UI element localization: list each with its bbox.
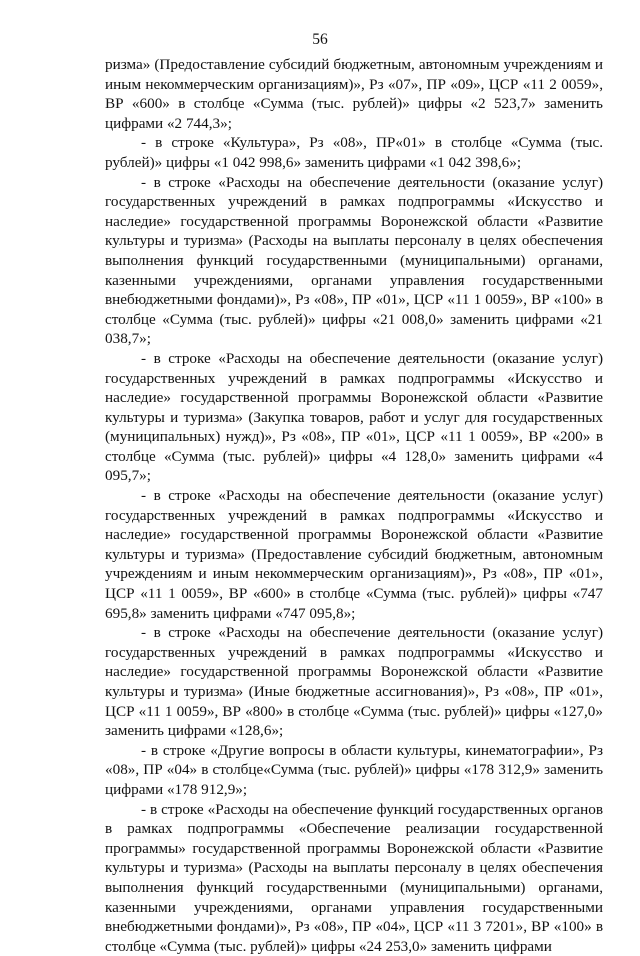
paragraph: - в строке «Культура», Рз «08», ПР«01» в столбце «Сумма (тыс. рублей)» цифры «1 042 998,6» заменить цифрами «1 042 398,6»;	[105, 134, 603, 171]
paragraph: - в строке «Расходы на обеспечение деятельности (оказание услуг) государственных учреждений в рамках подпрограммы «Искусство и наследие» государственной программы Воронежской области «Развитие культуры и туризма» (Предоставление субсидий бюджетным, автономным учреждениям и иным некоммерческим организациям)», Рз «08», ПР «01», ЦСР «11 1 0059», ВР «600» в столбце «Сумма (тыс. рублей)» цифры «747 695,8» заменить цифрами «747 095,8»;	[105, 487, 603, 622]
paragraph: - в строке «Расходы на обеспечение деятельности (оказание услуг) государственных учреждений в рамках подпрограммы «Искусство и наследие» государственной программы Воронежской области «Развитие культуры и туризма» (Расходы на выплаты персоналу в целях обеспечения выполнения функций государственными (муниципальными) органами, казенными учреждениями, органами управления государственными внебюджетными фондами)», Рз «08», ПР «01», ЦСР «11 1 0059», ВР «100» в столбце «Сумма (тыс. рублей)» цифры «21 008,0» заменить цифрами «21 038,7»;	[105, 173, 603, 348]
paragraph: ризма» (Предоставление субсидий бюджетным, автономным учреждениям и иным некоммерческим организациям)», Рз «07», ПР «09», ЦСР «11 2 0059», ВР «600» в столбце «Сумма (тыс. рублей)» цифры «2 523,7» заменить цифрами «2 744,3»;	[105, 56, 603, 132]
paragraph: - в строке «Расходы на обеспечение функций государственных органов в рамках подпрограммы «Обеспечение реализации государственной программы» государственной программы Воронежской области «Развитие культуры и туризма» (Расходы на выплаты персоналу в целях обеспечения выполнения функций государственными (муниципальными) органами, казенными учреждениями, органами управления государственными внебюджетными фондами)», Рз «08», ПР «04», ЦСР «11 3 7201», ВР «100» в столбце «Сумма (тыс. рублей)» цифры «24 253,0» заменить цифрами	[105, 800, 603, 955]
paragraph: - в строке «Расходы на обеспечение деятельности (оказание услуг) государственных учреждений в рамках подпрограммы «Искусство и наследие» государственной программы Воронежской области «Развитие культуры и туризма» (Закупка товаров, работ и услуг для государственных (муниципальных) нужд)», Рз «08», ПР «01», ЦСР «11 1 0059», ВР «200» в столбце «Сумма (тыс. рублей)» цифры «4 128,0» заменить цифрами «4 095,7»;	[105, 349, 603, 485]
paragraph: - в строке «Другие вопросы в области культуры, кинематографии», Рз «08», ПР «04» в столбце«Сумма (тыс. рублей)» цифры «178 312,9» заменить цифрами «178 912,9»;	[105, 741, 603, 798]
paragraph: - в строке «Расходы на обеспечение деятельности (оказание услуг) государственных учреждений в рамках подпрограммы «Искусство и наследие» государственной программы Воронежской области «Развитие культуры и туризма» (Иные бюджетные ассигнования)», Рз «08», ПР «01», ЦСР «11 1 0059», ВР «800» в столбце «Сумма (тыс. рублей)» цифры «127,0» заменить цифрами «128,6»;	[105, 624, 603, 740]
page-number: 56	[312, 31, 328, 48]
document-body	[105, 55, 603, 956]
